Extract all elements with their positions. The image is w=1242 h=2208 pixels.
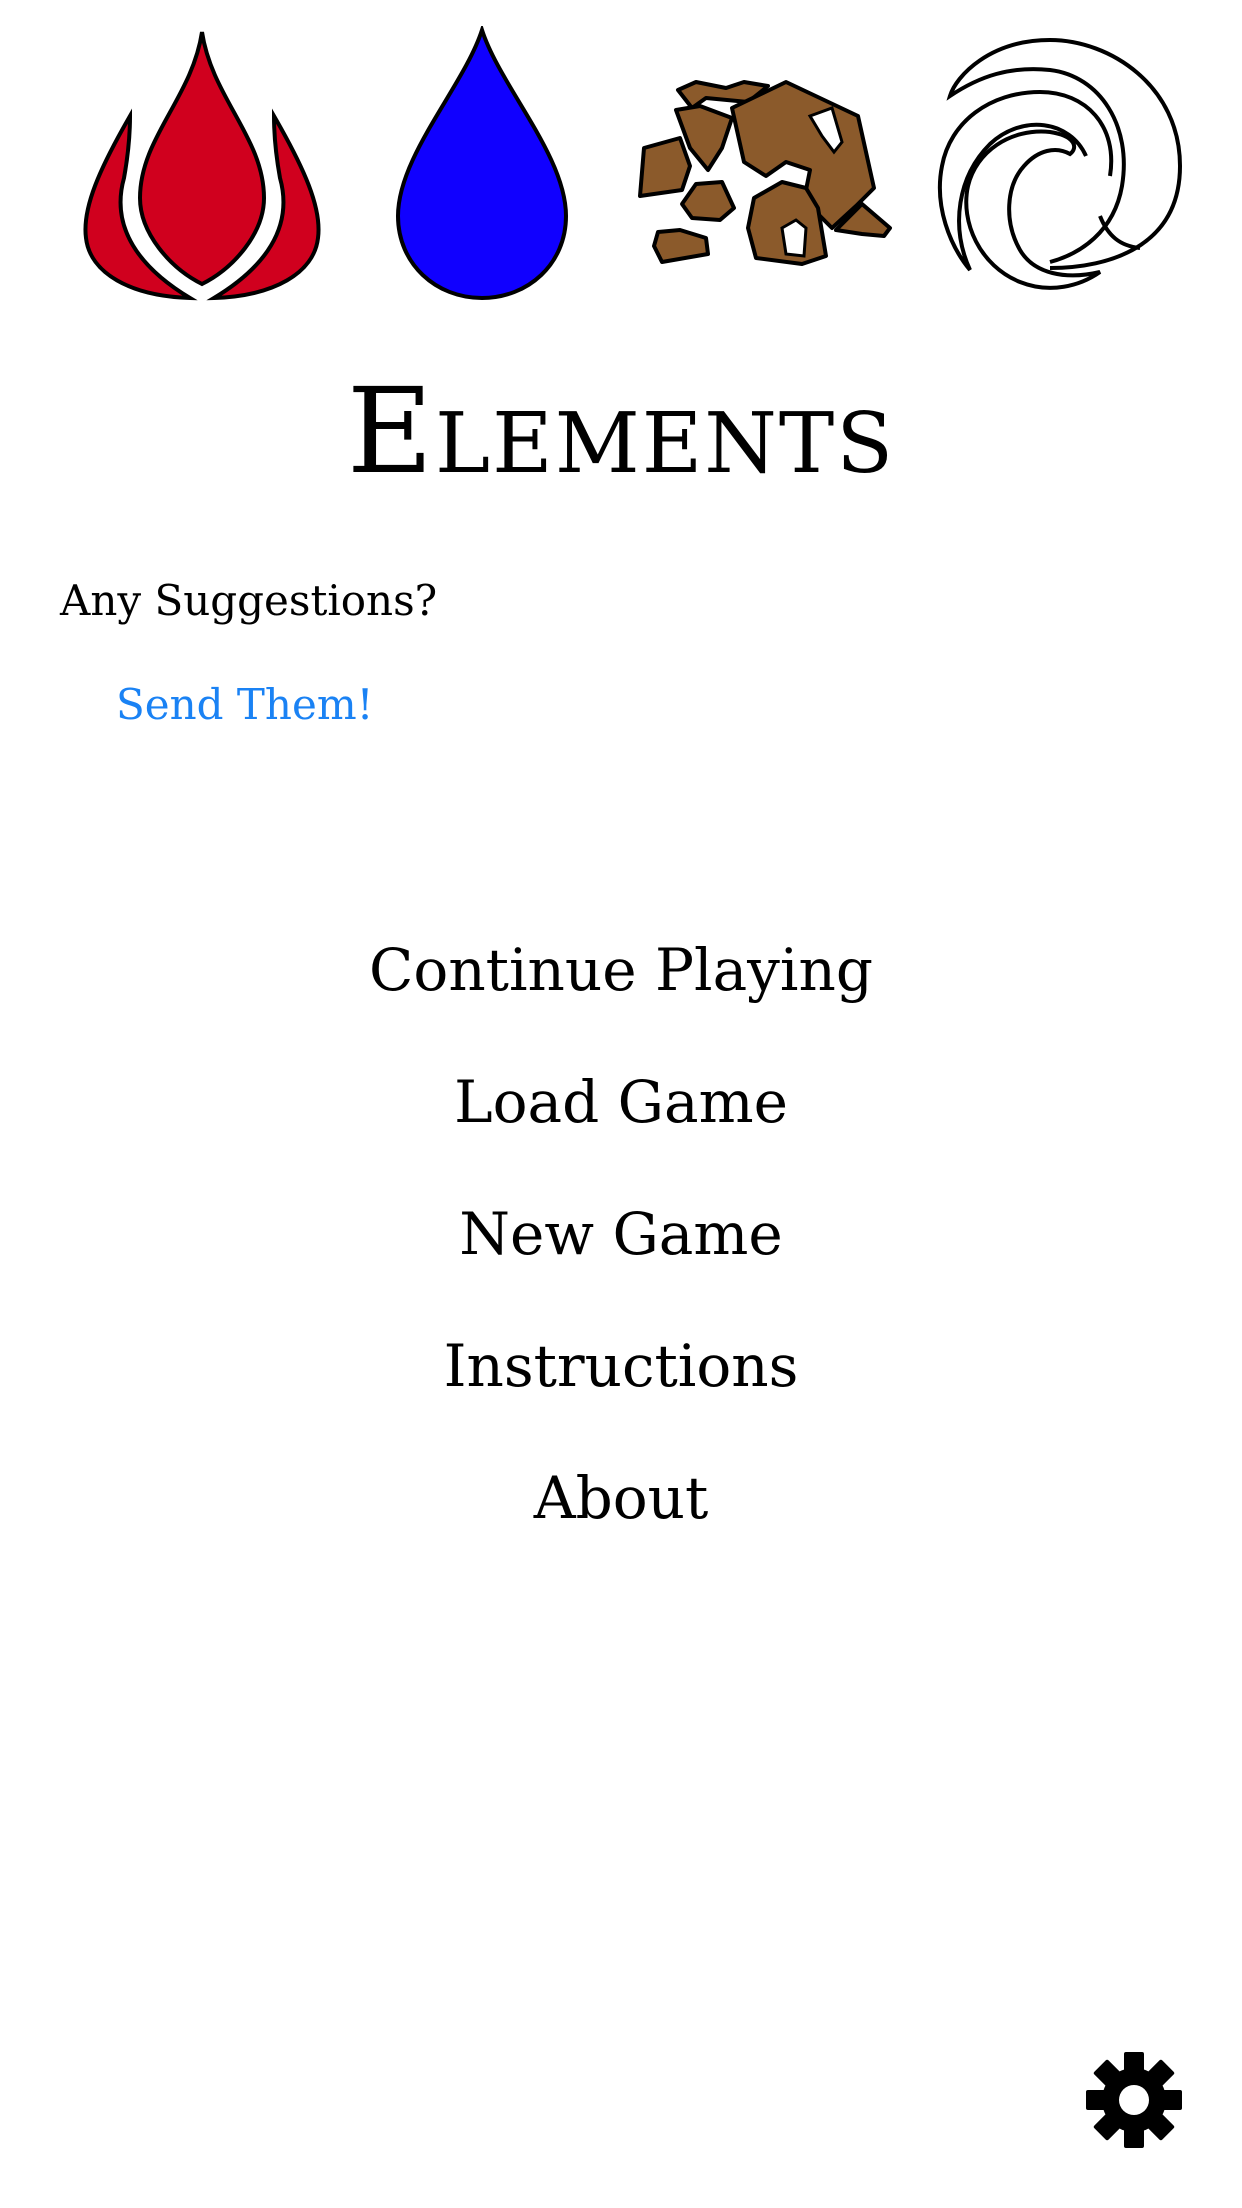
instructions-button[interactable]: Instructions	[443, 1332, 799, 1400]
send-suggestions-link[interactable]: Send Them!	[116, 680, 374, 729]
main-menu	[0, 904, 1242, 1564]
fire-icon	[80, 28, 324, 302]
continue-playing-button[interactable]: Continue Playing	[369, 936, 873, 1004]
suggestions-label: Any Suggestions?	[60, 576, 438, 625]
new-game-button[interactable]: New Game	[459, 1200, 783, 1268]
gear-icon	[1084, 2050, 1184, 2150]
load-game-button[interactable]: Load Game	[454, 1068, 788, 1136]
earth-icon	[636, 78, 898, 284]
about-button[interactable]: About	[533, 1464, 709, 1532]
app-title: Elements	[346, 362, 896, 500]
settings-button[interactable]	[1084, 2050, 1184, 2150]
water-icon	[394, 26, 570, 302]
air-icon	[910, 36, 1186, 294]
